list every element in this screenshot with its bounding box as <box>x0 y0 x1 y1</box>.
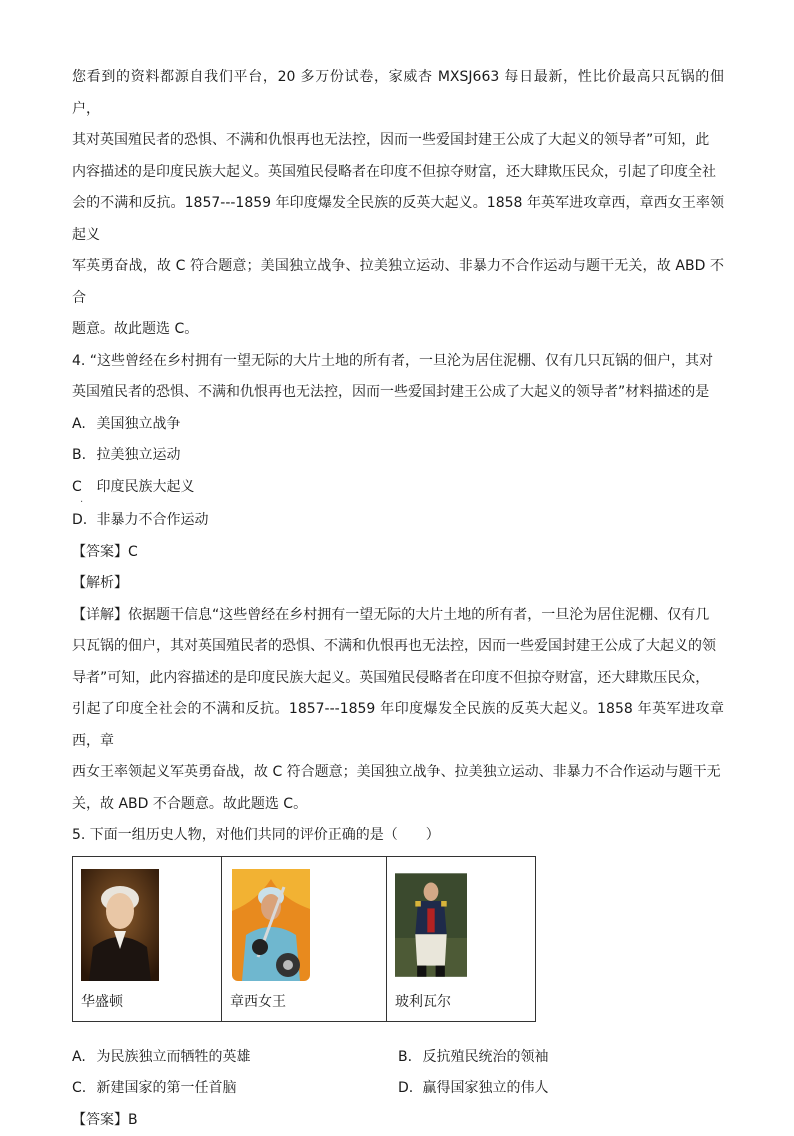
figure-cell-washington <box>73 856 222 1021</box>
rani-portrait <box>230 869 312 981</box>
detail-paragraph <box>72 600 724 821</box>
text-line: 会的不满和反抗。1857---1859 年印度爆发全民族的反英大起义。1858 年英军进攻章西，章西女王率领起义 <box>72 188 724 251</box>
figure-caption: 玻利瓦尔 <box>395 991 451 1011</box>
washington-portrait <box>81 869 159 981</box>
figure-table <box>72 856 536 1022</box>
text-line: 其对英国殖民者的恐惧、不满和仇恨再也无法控，因而一些爱国封建王公成了大起义的领导者”可知，此 <box>72 125 724 157</box>
figure-caption: 章西女王 <box>230 991 286 1011</box>
bolivar-portrait <box>395 869 467 981</box>
option-text: 拉美独立运动 <box>96 447 180 463</box>
option-letter: D. <box>398 1073 418 1105</box>
text-line: 关，故 ABD 不合题意。故此题选 C。 <box>72 789 724 821</box>
option-text: 印度民族大起义 <box>96 479 194 495</box>
option-c <box>72 1073 398 1105</box>
option-d <box>398 1073 724 1105</box>
text-line: 西女王率领起义军英勇奋战，故 C 符合题意；美国独立战争、拉美独立运动、非暴力不合作运动与题干无 <box>72 757 724 789</box>
text-line: 题意。故此题选 C。 <box>72 314 724 346</box>
stray-dot-mark: . <box>80 495 724 505</box>
option-letter: B. <box>398 1042 418 1074</box>
question-stem: 5. 下面一组历史人物，对他们共同的评价正确的是（ ） <box>72 820 724 852</box>
text-line: 引起了印度全社会的不满和反抗。1857---1859 年印度爆发全民族的反英大起义。1858 年英军进攻章西，章 <box>72 694 724 757</box>
text-line: 【详解】依据题干信息“这些曾经在乡村拥有一望无际的大片土地的所有者，一旦沦为居住泥棚、仅有几 <box>72 600 724 632</box>
option-grid <box>72 1042 724 1105</box>
question-4 <box>72 346 724 821</box>
option-b <box>72 440 724 472</box>
text-line: 您看到的资料都源自我们平台，20 多万份试卷，家威杏 MXSJ663 每日最新，性比价最高只瓦锅的佃户， <box>72 62 724 125</box>
option-text: 为民族独立而牺牲的英雄 <box>96 1049 250 1065</box>
option-text: 美国独立战争 <box>96 416 180 432</box>
figure-caption: 华盛顿 <box>81 991 123 1011</box>
text-line: 内容描述的是印度民族大起义。英国殖民侵略者在印度不但掠夺财富，还大肆欺压民众，引起了印度全社 <box>72 157 724 189</box>
figure-cell-bolivar <box>387 856 536 1021</box>
option-a <box>72 1042 398 1074</box>
figure-cell-rani <box>222 856 387 1021</box>
option-letter: A. <box>72 409 92 441</box>
answer-label: 【答案】C <box>72 537 724 569</box>
option-letter: C <box>72 472 92 504</box>
option-text: 新建国家的第一任首脑 <box>96 1080 236 1096</box>
text-line: 只瓦锅的佃户，其对英国殖民者的恐惧、不满和仇恨再也无法控，因而一些爱国封建王公成了大起义的领 <box>72 631 724 663</box>
option-letter: C. <box>72 1073 92 1105</box>
option-text: 非暴力不合作运动 <box>96 512 208 528</box>
option-letter: A. <box>72 1042 92 1074</box>
option-letter: D. <box>72 505 92 537</box>
option-b <box>398 1042 724 1074</box>
analysis-label: 【解析】 <box>72 568 724 600</box>
text-line: 军英勇奋战，故 C 符合题意；美国独立战争、拉美独立运动、非暴力不合作运动与题干无关，故 ABD 不合 <box>72 251 724 314</box>
option-text: 反抗殖民统治的领袖 <box>422 1049 548 1065</box>
option-text: 赢得国家独立的伟人 <box>422 1080 548 1096</box>
text-line: 导者”可知，此内容描述的是印度民族大起义。英国殖民侵略者在印度不但掠夺财富，还大肆欺压民众， <box>72 663 724 695</box>
question-5 <box>72 820 724 1136</box>
option-letter: B. <box>72 440 92 472</box>
question-stem-line: 英国殖民者的恐惧、不满和仇恨再也无法控，因而一些爱国封建王公成了大起义的领导者”材料描述的是 <box>72 377 724 409</box>
option-d <box>72 505 724 537</box>
page-content <box>72 62 724 1136</box>
option-a <box>72 409 724 441</box>
intro-paragraph <box>72 62 724 346</box>
question-stem-line: 4. “这些曾经在乡村拥有一望无际的大片土地的所有者，一旦沦为居住泥棚、仅有几只瓦锅的佃户，其对 <box>72 346 724 378</box>
answer-label: 【答案】B <box>72 1105 724 1136</box>
